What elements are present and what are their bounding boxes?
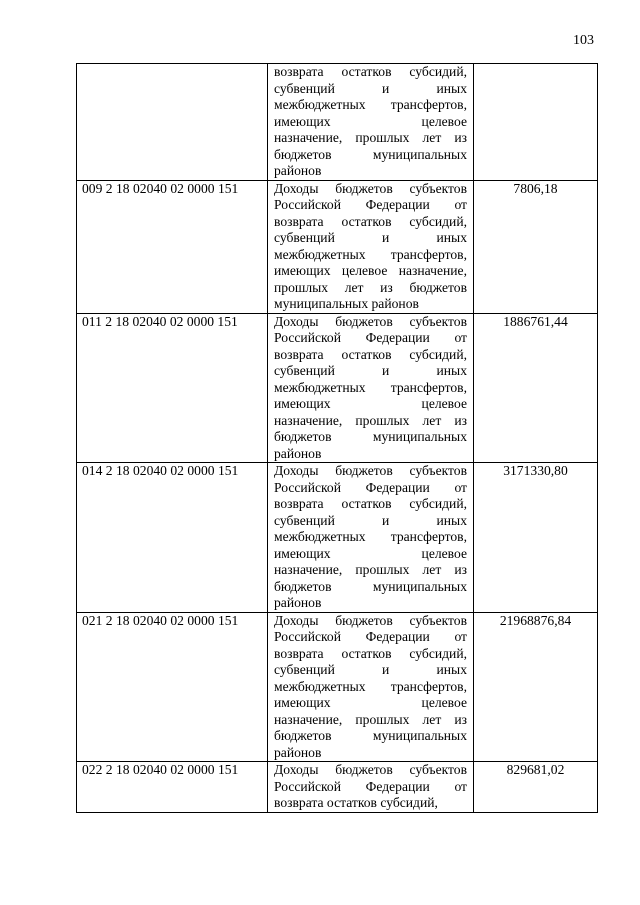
description-line: Российской Федерации от	[274, 479, 467, 495]
amount-cell: 21968876,84	[474, 612, 598, 762]
description-line: возврата остатков субсидий,	[274, 795, 438, 810]
description-line: межбюджетных трансфертов,	[274, 379, 467, 395]
description-cell	[268, 64, 474, 181]
description-line: субвенций и иных	[274, 512, 467, 528]
page-number: 103	[573, 33, 594, 48]
description-line: Российской Федерации от	[274, 197, 467, 212]
description-line: назначение, прошлых лет из	[274, 562, 467, 577]
description-line: межбюджетных трансфертов,	[274, 246, 467, 262]
description-line: районов	[274, 445, 322, 461]
description-line: субвенций и иных	[274, 662, 467, 677]
revenue-table-body	[77, 64, 598, 813]
description-line: имеющих целевое назначение,	[274, 263, 467, 278]
amount-cell	[474, 64, 598, 181]
description-line: имеющих целевое	[274, 396, 467, 411]
description-line: возврата остатков субсидий,	[274, 346, 467, 362]
description-line: межбюджетных трансфертов,	[274, 529, 467, 544]
description-line: субвенций и иных	[274, 80, 467, 96]
description-line: районов	[274, 163, 322, 178]
description-line: Доходы бюджетов субъектов	[274, 313, 467, 329]
table-row	[77, 64, 598, 181]
description-line: назначение, прошлых лет из	[274, 412, 467, 428]
description-line: прошлых лет из бюджетов	[274, 279, 467, 295]
budget-code-cell: 011 2 18 02040 02 0000 151	[77, 313, 268, 463]
table-row	[77, 313, 598, 463]
budget-code-cell: 021 2 18 02040 02 0000 151	[77, 612, 268, 762]
budget-code-cell: 009 2 18 02040 02 0000 151	[77, 180, 268, 313]
description-line: межбюджетных трансфертов,	[274, 97, 467, 112]
budget-code-cell: 022 2 18 02040 02 0000 151	[77, 762, 268, 813]
description-line: назначение, прошлых лет из	[274, 711, 467, 727]
description-line: Доходы бюджетов субъектов	[274, 612, 467, 628]
description-line: субвенций и иных	[274, 363, 467, 378]
description-line: Российской Федерации от	[274, 330, 467, 345]
description-line: Доходы бюджетов субъектов	[274, 762, 467, 777]
table-row	[77, 612, 598, 762]
description-cell	[268, 313, 474, 463]
table-row	[77, 463, 598, 613]
description-cell	[268, 180, 474, 313]
description-line: бюджетов муниципальных	[274, 578, 467, 594]
description-cell	[268, 463, 474, 613]
description-line: Российской Федерации от	[274, 778, 467, 794]
description-line: назначение, прошлых лет из	[274, 130, 467, 145]
amount-cell: 3171330,80	[474, 463, 598, 613]
table-row	[77, 762, 598, 813]
description-line: имеющих целевое	[274, 545, 467, 561]
description-cell	[268, 762, 474, 813]
description-cell	[268, 612, 474, 762]
description-line: бюджетов муниципальных	[274, 429, 467, 444]
amount-cell: 829681,02	[474, 762, 598, 813]
description-line: межбюджетных трансфертов,	[274, 678, 467, 694]
budget-code-cell	[77, 64, 268, 181]
description-line: имеющих целевое	[274, 695, 467, 710]
description-line: Доходы бюджетов субъектов	[274, 180, 467, 196]
amount-cell: 1886761,44	[474, 313, 598, 463]
description-line: возврата остатков субсидий,	[274, 64, 467, 79]
table-row	[77, 180, 598, 313]
description-line: возврата остатков субсидий,	[274, 645, 467, 661]
description-line: Доходы бюджетов субъектов	[274, 463, 467, 478]
description-line: бюджетов муниципальных	[274, 146, 467, 162]
description-line: районов	[274, 595, 322, 610]
description-line: субвенций и иных	[274, 230, 467, 245]
description-line: муниципальных районов	[274, 296, 419, 311]
description-line: имеющих целевое	[274, 113, 467, 129]
description-line: районов	[274, 744, 322, 760]
amount-cell: 7806,18	[474, 180, 598, 313]
description-line: бюджетов муниципальных	[274, 728, 467, 743]
revenue-table	[76, 63, 598, 813]
description-line: Российской Федерации от	[274, 629, 467, 644]
budget-code-cell: 014 2 18 02040 02 0000 151	[77, 463, 268, 613]
description-line: возврата остатков субсидий,	[274, 496, 467, 511]
description-line: возврата остатков субсидий,	[274, 213, 467, 229]
